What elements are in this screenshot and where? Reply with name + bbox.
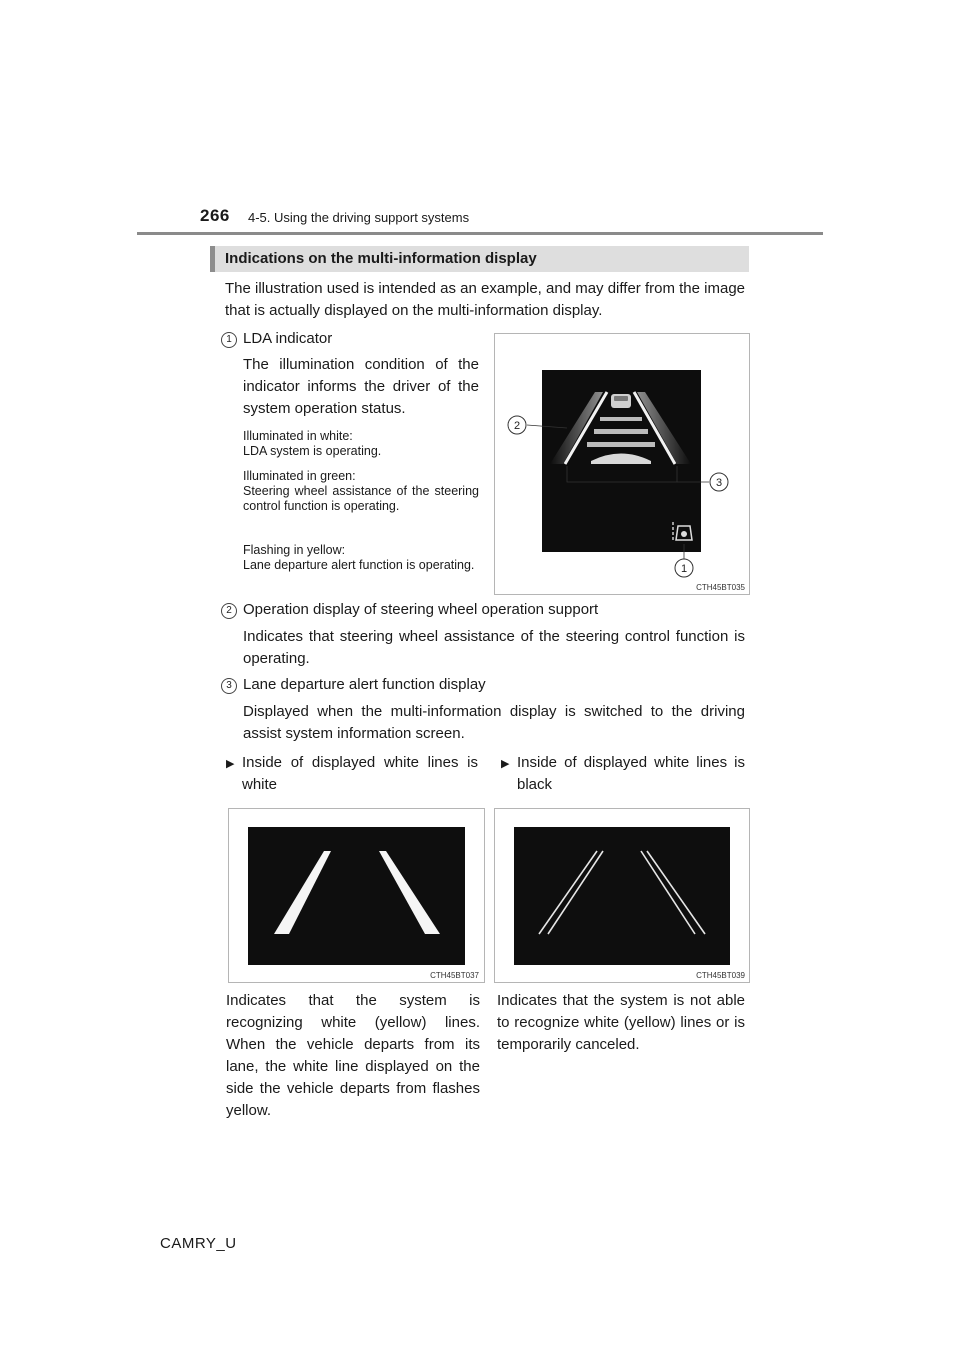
callout-1: 1 [680, 563, 688, 575]
state-white [243, 429, 479, 459]
subheading-bar [210, 246, 749, 272]
footer-model-code: CAMRY_U [160, 1235, 237, 1252]
assist-bar-2 [594, 429, 648, 434]
figure-white-code: CTH45BT037 [430, 971, 479, 980]
left-caption: Indicates that the system is recognizing white (yellow) lines. When the vehicle departs from its lane, the white line displayed on the side the vehicle departs from flashes yellow. [226, 992, 480, 1119]
state-yellow-label: Flashing in yellow: [243, 543, 346, 557]
black-lines-illustration [495, 809, 749, 982]
callout-2: 2 [513, 420, 521, 432]
state-white-text: LDA system is operating. [243, 444, 382, 458]
subheading-title: Indications on the multi-information display [225, 250, 537, 267]
item-1-description: The illumination condition of the indicator informs the driver of the system operation status. [243, 356, 479, 417]
triangle-bullet-icon: ▶ [501, 758, 510, 770]
intro-paragraph: The illustration used is intended as an example, and may differ from the image that is actually displayed on the multi-information display. [225, 280, 746, 319]
header-rule [137, 232, 823, 235]
item-2-description: Indicates that steering wheel assistance of the steering control function is operating. [243, 628, 745, 667]
state-yellow [243, 543, 479, 573]
item-number-3: 3 [221, 678, 237, 694]
state-green [243, 469, 479, 514]
item-3-description: Displayed when the multi-information display is switched to the driving assist system information screen. [243, 703, 745, 742]
page-number: 266 [200, 206, 230, 225]
figure-main-code: CTH45BT035 [696, 583, 745, 592]
figure-black-lines [494, 808, 750, 983]
right-bullet-text: Inside of displayed white lines is black [517, 754, 745, 793]
item-3-title: Lane departure alert function display [243, 676, 486, 693]
assist-bar-3 [587, 442, 655, 447]
figure-white-lines [228, 808, 485, 983]
assist-bar-1 [600, 417, 642, 421]
figure-main [494, 333, 750, 595]
figure-black-code: CTH45BT039 [696, 971, 745, 980]
display-illustration [495, 334, 749, 594]
item-1-title: LDA indicator [243, 330, 333, 347]
callout-3: 3 [715, 477, 723, 489]
state-green-label: Illuminated in green: [243, 469, 356, 483]
white-lines-illustration [229, 809, 484, 982]
state-yellow-text: Lane departure alert function is operating. [243, 558, 475, 572]
display-screen [514, 827, 730, 965]
state-green-text: Steering wheel assistance of the steering control function is operating. [243, 484, 479, 513]
left-bullet-text: Inside of displayed white lines is white [242, 754, 478, 793]
item-2-title: Operation display of steering wheel operation support [243, 601, 599, 618]
triangle-bullet-icon: ▶ [226, 758, 235, 770]
lead-vehicle-window [614, 396, 628, 401]
display-screen [248, 827, 465, 965]
item-number-2: 2 [221, 603, 237, 619]
state-white-label: Illuminated in white: [243, 429, 353, 443]
item-number-1: 1 [221, 332, 237, 348]
section-title: 4-5. Using the driving support systems [248, 210, 470, 225]
right-caption: Indicates that the system is not able to recognize white (yellow) lines or is temporarily canceled. [497, 992, 745, 1053]
